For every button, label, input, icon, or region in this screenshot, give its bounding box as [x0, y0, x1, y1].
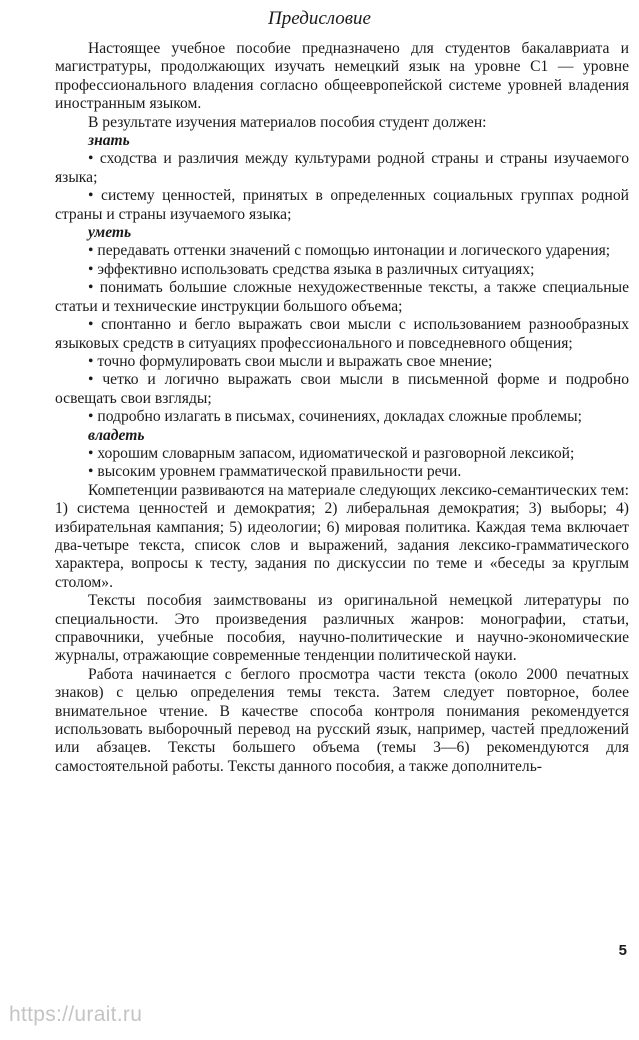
- paragraph: Компетенции развиваются на материале следующих лексико-семантических тем: 1) система ценностей и демократия; 2) либеральная демократия; 3) выборы; 4) избирательная кампания; 5) идеологии; 6) мировая политика. Каждая тема включает два-четыре текста, список слов и выражений, задания лексико-грамматического характера, вопросы к тесту, задания по дискуссии по теме и «беседы за круглым столом».: [55, 481, 629, 591]
- page-title: Предисловие: [268, 8, 371, 29]
- paragraph: Тексты пособия заимствованы из оригинальной немецкой литературы по специальности. Это произведения различных жанров: монографии, статьи, справочники, учебные пособия, научно-политические и научно-экономические журналы, отражающие современные тенденции политической науки.: [55, 592, 629, 665]
- list-item: • подробно излагать в письмах, сочинениях, докладах сложные проблемы;: [88, 408, 582, 426]
- list-item: • передавать оттенки значений с помощью интонации и логического ударения;: [88, 242, 611, 260]
- page-number: 5: [618, 942, 627, 959]
- list-item: • систему ценностей, принятых в определенных социальных группах родной страны и страны изучаемого языка;: [55, 187, 629, 223]
- list-item: • высоким уровнем грамматической правильности речи.: [88, 463, 462, 481]
- subheading-know: знать: [88, 132, 130, 150]
- list-item: • точно формулировать свои мысли и выражать свое мнение;: [88, 352, 493, 370]
- list-item: • спонтанно и бегло выражать свои мысли с использованием разнообразных языковых средств в ситуациях профессионального и повседневного общения;: [55, 316, 629, 352]
- watermark-url: https://urait.ru: [9, 1003, 143, 1026]
- list-item: • четко и логично выражать свои мысли в письменной форме и подробно освещать свои взгляды;: [55, 371, 629, 407]
- paragraph: Настоящее учебное пособие предназначено для студентов бакалавриата и магистратуры, продолжающих изучать немецкий язык на уровне С1 — уровне профессионального владения согласно общеевропейской системе уровней владения иностранным языком.: [55, 40, 629, 113]
- list-item: • эффективно использовать средства языка в различных ситуациях;: [88, 260, 535, 278]
- subheading-be-able: уметь: [88, 224, 132, 242]
- paragraph: Работа начинается с беглого просмотра части текста (около 2000 печатных знаков) с целью определения темы текста. Затем следует повторное, более внимательное чтение. В качестве способа контроля понимания рекомендуется использовать выборочный перевод на русский язык, например, частей предложений или абзацев. Тексты большего объема (темы 3—6) рекомендуются для самостоятельной работы. Тексты данного пособия, а также дополнитель-: [55, 665, 629, 775]
- list-item: • понимать большие сложные нехудожественные тексты, а также специальные статьи и технические инструкции большого объема;: [55, 279, 629, 315]
- subheading-master: владеть: [88, 426, 145, 444]
- paragraph: В результате изучения материалов пособия студент должен:: [88, 113, 487, 131]
- list-item: • сходства и различия между культурами родной страны и страны изучаемого языка;: [55, 150, 629, 186]
- list-item: • хорошим словарным запасом, идиоматической и разговорной лексикой;: [88, 444, 575, 462]
- body-text: [55, 40, 629, 776]
